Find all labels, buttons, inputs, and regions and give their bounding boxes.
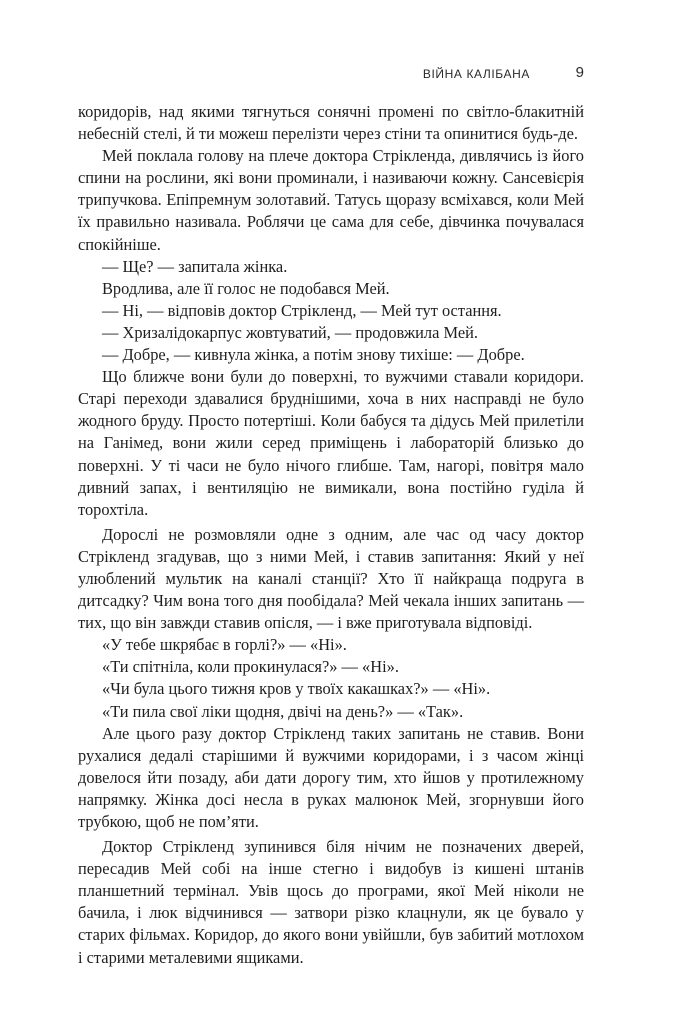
quoted-exchange: «У тебе шкрябає в горлі?» — «Ні».	[102, 635, 347, 655]
quoted-exchange: «Ти пила свої ліки щодня, двічі на день?» — «Так».	[102, 701, 464, 721]
paragraph: коридорів, над якими тягнуться сонячні промені по світло-блакитній небесній стелі, й ти можеш перелізти через стіни та опинитися будь-де.	[78, 102, 584, 144]
quoted-exchange: «Ти спітніла, коли прокинулася?» — «Ні».	[102, 657, 399, 677]
dialogue-line: — Добре, — кивнула жінка, а потім знову тихіше: — Добре.	[102, 345, 525, 365]
paragraph: Мей поклала голову на плече доктора Стрікленда, дивлячись із його спини на рослини, які вони проминали, і називаючи кожну. Сансевієрія трипучкова. Епіпремнум золотавий. Татусь щоразу всміхався, коли Мей їх правильно називала. Роблячи це сама для себе, дівчинка почувалася спокійніше.	[78, 146, 584, 254]
paragraph: Доктор Стрікленд зупинився біля нічим не позначених дверей, пересадив Мей собі на інше стегно і видобув із кишені штанів планшетний термінал. Увів щось до програми, якої Мей ніколи не бачила, і люк відчинився — затвори різко клацнули, як це бувало у старих фільмах. Коридор, до якого вони увійшли, був забитий мотлохом і старими металевими ящиками.	[78, 837, 584, 967]
paragraph: Дорослі не розмовляли одне з одним, але час од часу доктор Стрікленд згадував, що з ними Мей, і ставив запитання: Який у неї улюблений мультик на каналі станції? Хто її найкраща подруга в дитсадку? Чим вона того дня пообідала? Мей чекала інших запитань — тих, що він завжди ставив опісля, — і вже приготувала відповіді.	[78, 524, 584, 633]
dialogue-line: — Ще? — запитала жінка.	[102, 256, 288, 276]
dialogue-line: — Ні, — відповів доктор Стрікленд, — Мей тут остання.	[102, 300, 502, 320]
paragraph: Вродлива, але її голос не подобався Мей.	[102, 278, 390, 298]
paragraph: Але цього разу доктор Стрікленд таких запитань не ставив. Вони рухалися дедалі старішими й вужчими коридорами, і з часом жінці довелося йти позаду, аби дати дорогу тим, хто йшов у протилежному напрямку. Жінка досі несла в руках малюнок Мей, згорнувши його трубкою, щоб не пом’яти.	[78, 723, 584, 831]
paragraph: Що ближче вони були до поверхні, то вужчими ставали коридори. Старі переходи здавалися бруднішими, хоча в них насправді не було жодного бруду. Просто потертіші. Коли бабуся та дідусь Мей прилетіли на Ганімед, вони жили серед приміщень і лабораторій близько до поверхні. У ті часи не було нічого глибше. Там, нагорі, повітря мало дивний запах, і вентиляцію не вимикали, вона постійно гуділа й торохтіла.	[78, 367, 584, 519]
body-text	[78, 101, 584, 969]
quoted-exchange: «Чи була цього тижня кров у твоїх какашках?» — «Ні».	[102, 679, 491, 699]
running-title: ВІЙНА КАЛІБАНА	[422, 67, 530, 81]
page-number: 9	[575, 64, 584, 81]
dialogue-line: — Хризалідокарпус жовтуватий, — продовжила Мей.	[102, 322, 478, 342]
page-header	[78, 64, 584, 88]
